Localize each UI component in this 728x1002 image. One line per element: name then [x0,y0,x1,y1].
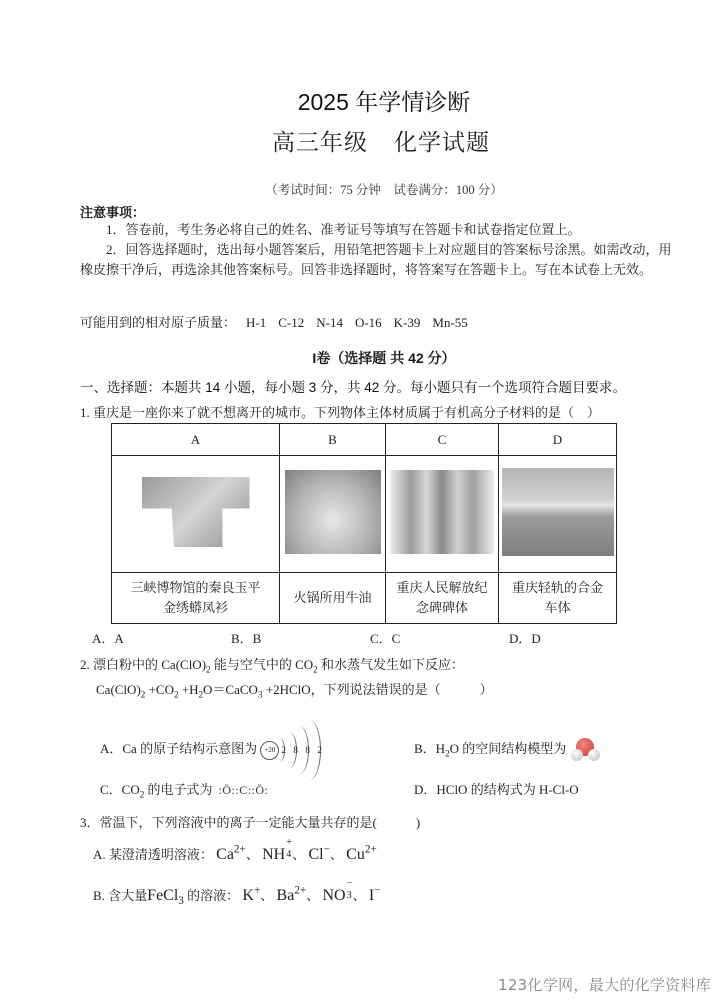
hotpot-photo [285,470,381,554]
ion-cl: Cl− [308,843,330,863]
table-caption-a: 三峡博物馆的秦良玉平 金绣蟒凤衫 [112,573,280,624]
table-cell-image-d [499,456,617,573]
table-caption-c: 重庆人民解放纪 念碑碑体 [386,573,499,624]
exam-subtitle [0,124,728,157]
ion-i: I− [368,884,381,904]
atomic-masses-label: 可能用到的相对原子质量： [80,315,237,330]
mass-o: O-16 [354,315,382,330]
notice-item-1: 1．答卷前，考生务必将自己的姓名、准考证号等填写在答题卡和试卷指定位置上。 [106,222,581,237]
calcium-atom-diagram-icon: +20 2 8 8 2 [260,740,332,760]
table-caption-b: 火锅所用牛油 [280,573,386,624]
ion-k: K+ [242,884,261,904]
question-2-stem: 2. 漂白粉中的 $Ca(ClO)_2$ 能与空气中的 $CO_2$ 和水蒸气发生如下反应： [80,657,464,675]
table-caption-d: 重庆轻轨的合金 车体 [499,573,617,624]
table-cell-image-c [386,456,499,573]
ion-nh4: NH + 4 [262,837,292,863]
robe-photo [142,477,250,547]
question-2-equation: $Ca(ClO)_2 +CO_2$ $+H_2O=CaCO_3$ +2HClO，下列说法错误的是（ ） [96,682,493,700]
question-3-option-a: A. 某澄清透明溶液： $Ca^{2+}$、 NH + 4 、 Cl−、 $Cu^{2+}$ [93,837,377,863]
watermark: 123化学网，最大的化学资料库 [498,976,712,994]
atomic-masses [80,312,468,331]
question-3-option-b: B. 含大量FeCl$_3$ 的溶液： K+、 $Ba^{2+}$、 NO − 3 、 I− [93,878,381,908]
mass-n: N-14 [316,315,343,330]
question-1-answers [92,628,648,647]
ion-ca: $Ca^{2+}$ [216,843,246,863]
mass-mn: Mn-55 [432,315,468,330]
mass-k: K-39 [393,315,421,330]
notice-item-2: 2．回答选择题时，选出每小题答案后，用铅笔把答题卡上对应题目的答案标号涂黑。如需改动，用橡皮擦干净后，再选涂其他答案标号。回答非选择题时，将答案写在答题卡上。写在本试卷上无效。 [80,242,672,277]
subject-label: 化学试题 [394,130,490,155]
answer-a: A．A [92,631,124,646]
question-2-option-d: D．HClO 的结构式为 H-Cl-O [414,782,579,797]
answer-d: D．D [509,631,541,646]
question-3-stem: 3．常温下，下列溶液中的离子一定能大量共存的是( ) [80,815,421,830]
table-cell-image-b [280,456,386,573]
question-1-stem: 1. 重庆是一座你来了就不想离开的城市。下列物体主体材质属于有机高分子材料的是（ ） [80,405,601,420]
water-molecule-model-icon [570,738,600,762]
answer-b: B．B [231,631,262,646]
question-2-option-b: B．$H_2O$ 的空间结构模型为 [414,738,600,762]
section-heading: I卷（选择题 共 42 分） [312,350,456,366]
table-cell-image-a [112,456,280,573]
light-rail-photo [502,468,614,556]
mass-h: H-1 [246,315,267,330]
table-header-c: C [386,424,499,456]
question-2-option-c: C．$CO_2$ 的电子式为 :Ö::C::Ö: [100,782,269,800]
co2-lewis-structure: :Ö::C::Ö: [218,783,269,797]
question-1-options-table [111,423,617,624]
ion-cu: $Cu^{2+}$ [346,843,377,863]
grade-label: 高三年级 [272,130,368,155]
table-header-b: B [280,424,386,456]
exam-info: （考试时间：75 分钟 试卷满分：100 分） [265,183,503,197]
answer-c: C．C [370,631,401,646]
table-header-d: D [499,424,617,456]
mass-c: C-12 [278,315,305,330]
monument-photo [390,470,494,554]
question-2-option-a: A．Ca 的原子结构示意图为 +20 2 8 8 2 [100,738,332,760]
ion-no3: NO − 3 [322,878,353,904]
ion-ba: $Ba^{2+}$ [276,884,307,904]
section-description: 一、选择题：本题共 14 小题，每小题 3 分，共 42 分。每小题只有一个选项符合题目要求。 [80,380,627,395]
notice-title: 注意事项： [80,205,146,220]
exam-title: 2025 年学情诊断 [297,89,471,115]
compound-fecl3: FeCl$_3$ [147,887,184,908]
table-header-a: A [112,424,280,456]
